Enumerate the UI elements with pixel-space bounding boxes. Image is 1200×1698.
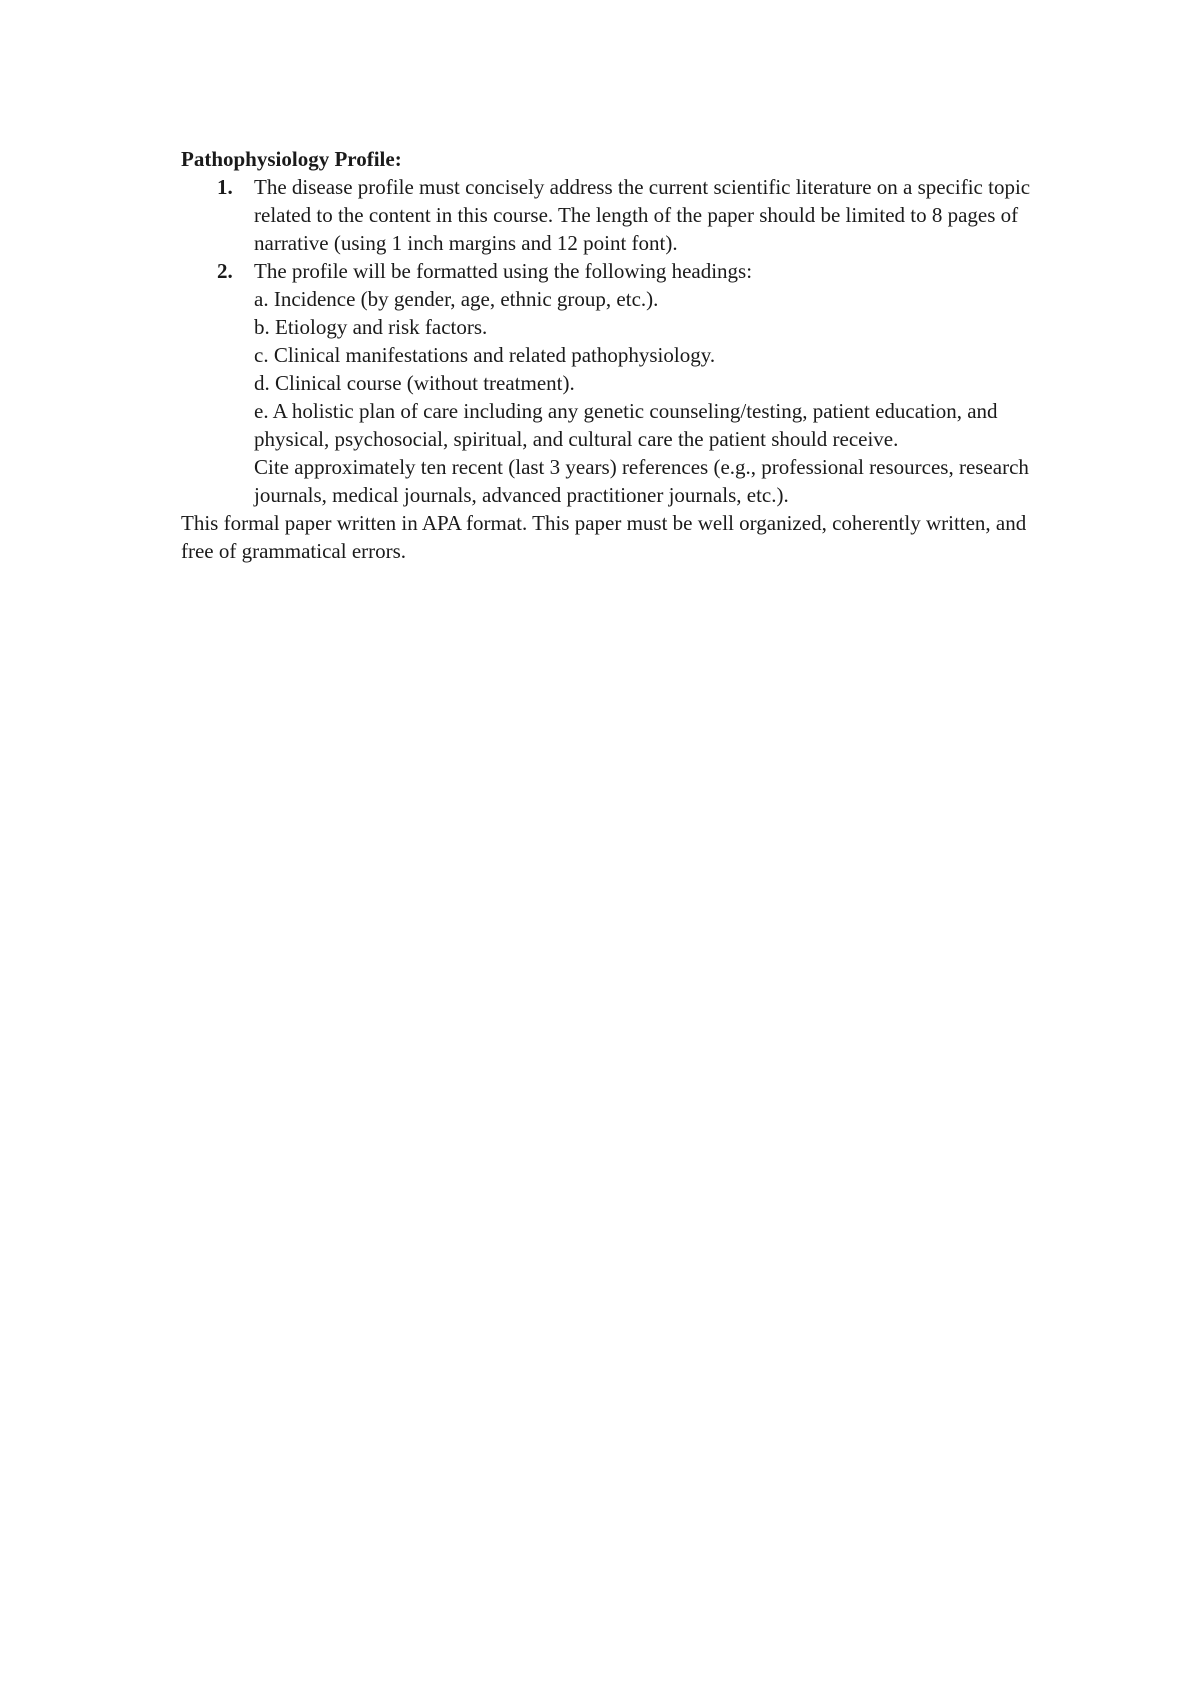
heading-incidence: a. Incidence (by gender, age, ethnic group, etc.). [254,287,659,311]
list-item-text: The profile will be formatted using the following headings: [254,259,753,283]
requirements-list [181,173,1041,509]
document-heading: Pathophysiology Profile: [181,147,402,171]
heading-plan-of-care: e. A holistic plan of care including any genetic counseling/testing, patient education, and physical, psychosocial, spiritual, and cultural care the patient should receive. [254,399,998,451]
list-item [181,257,1041,509]
list-item-text: The disease profile must concisely address the current scientific literature on a specific topic related to the content in this course. The length of the paper should be limited to 8 pages of narrative (using 1 inch margins and 12 point font). [254,175,1031,255]
list-item-number: 1. [217,175,233,199]
heading-etiology: b. Etiology and risk factors. [254,315,488,339]
heading-clinical-course: d. Clinical course (without treatment). [254,371,575,395]
document-content [181,145,1041,565]
list-item [181,173,1041,257]
references-note: Cite approximately ten recent (last 3 years) references (e.g., professional resources, research journals, medical journals, advanced practitioner journals, etc.). [254,455,1029,507]
heading-clinical-manifestations: c. Clinical manifestations and related pathophysiology. [254,343,716,367]
closing-paragraph: This formal paper written in APA format. This paper must be well organized, coherently written, and free of grammatical errors. [181,511,1027,563]
list-item-number: 2. [217,259,233,283]
